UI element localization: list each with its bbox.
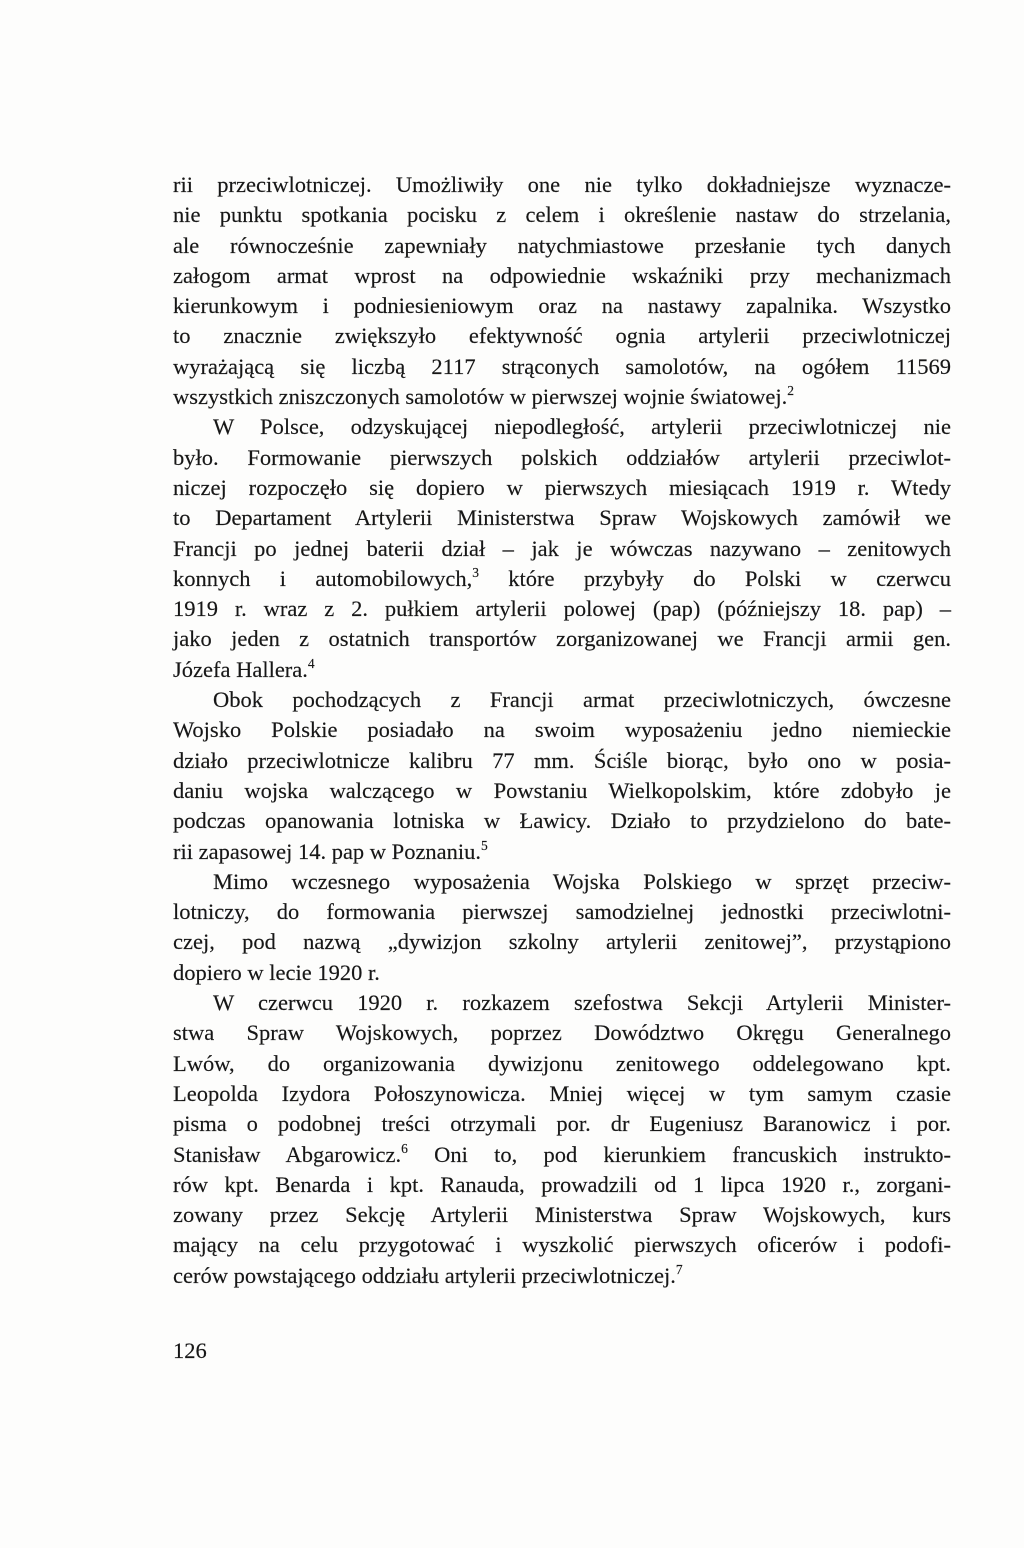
text-line: W czerwcu 1920 r. rozkazem szefostwa Sekcji Artylerii Minister- — [213, 990, 951, 1016]
body-text — [173, 170, 951, 1291]
text-segment: Stanisław Abgarowicz. — [173, 1141, 402, 1167]
text-line: pisma o podobnej treści otrzymali por. dr Eugeniusz Baranowicz i por. — [173, 1111, 951, 1137]
paragraph — [173, 867, 951, 988]
text-line: jako jeden z ostatnich transportów zorganizowanej we Francji armii gen. — [173, 626, 951, 652]
text-segment: rii zapasowej 14. pap w Poznaniu. — [173, 838, 482, 864]
text-line: Wojsko Polskie posiadało na swoim wyposażeniu jedno niemieckie — [173, 717, 951, 743]
footnote-marker: 7 — [675, 1261, 683, 1277]
text-segment: Oni to, pod kierunkiem francuskich instrukto- — [407, 1141, 951, 1167]
text-line: zowany przez Sekcję Artylerii Ministerstwa Spraw Wojskowych, kurs — [173, 1202, 951, 1228]
text-line: czej, pod nazwą „dywizjon szkolny artylerii zenitowej”, przystąpiono — [173, 929, 951, 955]
footnote-marker: 2 — [787, 383, 794, 399]
text-line: podczas opanowania lotniska w Ławicy. Działo to przydzielono do bate- — [173, 808, 951, 834]
text-segment: wszystkich zniszczonych samolotów w pierwszej wojnie światowej. — [173, 384, 788, 410]
text-line: to Departament Artylerii Ministerstwa Spraw Wojskowych zamówił we — [173, 505, 951, 531]
text-line — [173, 382, 951, 412]
text-line: było. Formowanie pierwszych polskich oddziałów artylerii przeciwlot- — [173, 444, 951, 470]
text-line: niczej rozpoczęło się dopiero w pierwszych miesiącach 1919 r. Wtedy — [173, 474, 951, 500]
text-segment: Józefa Hallera. — [173, 656, 308, 682]
text-line: Obok pochodzących z Francji armat przeciwlotniczych, ówczesne — [213, 687, 951, 713]
text-segment: cerów powstającego oddziału artylerii przeciwlotniczej. — [173, 1262, 676, 1288]
text-line: Francji po jednej baterii dział – jak je wówczas nazywano – zenitowych — [173, 535, 951, 561]
text-line — [173, 655, 951, 685]
text-line: rów kpt. Benarda i kpt. Ranauda, prowadzili od 1 lipca 1920 r., zorgani- — [173, 1171, 951, 1197]
text-segment: które przybyły do Polski w czerwcu — [478, 565, 952, 591]
footnote-marker: 5 — [481, 837, 488, 853]
text-segment: konnych i automobilowych, — [173, 565, 473, 591]
text-line: W Polsce, odzyskującej niepodległość, artylerii przeciwlotniczej nie — [213, 414, 951, 440]
text-line: rii przeciwlotniczej. Umożliwiły one nie tylko dokładniejsze wyznacze- — [173, 172, 951, 197]
text-line: to znacznie zwiększyło efektywność ognia artylerii przeciwlotniczej — [173, 323, 951, 349]
text-line — [173, 1261, 951, 1291]
text-line: Leopolda Izydora Połoszynowicza. Mniej więcej w tym samym czasie — [173, 1080, 951, 1106]
paragraph — [173, 988, 951, 1291]
text-line: wyrażającą się liczbą 2117 strąconych samolotów, na ogółem 11569 — [173, 353, 951, 379]
text-line: działo przeciwlotnicze kalibru 77 mm. Ściśle biorąc, było ono w posia- — [173, 747, 951, 773]
text-line: daniu wojska walczącego w Powstaniu Wielkopolskim, które zdobyło je — [173, 777, 951, 803]
text-line: ale równocześnie zapewniały natychmiastowe przesłanie tych danych — [173, 232, 951, 258]
text-line — [173, 564, 951, 594]
text-line: dopiero w lecie 1920 r. — [173, 959, 380, 985]
text-line: załogom armat wprost na odpowiednie wskaźniki przy mechanizmach — [173, 262, 951, 288]
text-line: 1919 r. wraz z 2. pułkiem artylerii polowej (pap) (późniejszy 18. pap) – — [173, 596, 951, 622]
footnote-marker: 3 — [472, 565, 479, 581]
text-line: Lwów, do organizowania dywizjonu zenitowego oddelegowano kpt. — [173, 1050, 951, 1076]
text-line: kierunkowym i podniesieniowym oraz na nastawy zapalnika. Wszystko — [173, 293, 951, 319]
footnote-marker: 6 — [401, 1140, 408, 1156]
footnote-marker: 4 — [307, 655, 315, 671]
text-line: Mimo wczesnego wyposażenia Wojska Polskiego w sprzęt przeciw- — [213, 868, 951, 894]
text-line: lotniczy, do formowania pierwszej samodzielnej jednostki przeciwlotni- — [173, 899, 951, 925]
text-line — [173, 1140, 951, 1170]
text-line: stwa Spraw Wojskowych, poprzez Dowództwo Okręgu Generalnego — [173, 1020, 951, 1046]
paragraph — [173, 412, 951, 685]
page-number: 126 — [173, 1338, 207, 1363]
text-line: mający na celu przygotować i wyszkolić pierwszych oficerów i podofi- — [173, 1232, 951, 1258]
text-line: nie punktu spotkania pocisku z celem i określenie nastaw do strzelania, — [173, 202, 951, 228]
paragraph — [173, 170, 951, 412]
paragraph — [173, 685, 951, 867]
text-line — [173, 837, 951, 867]
